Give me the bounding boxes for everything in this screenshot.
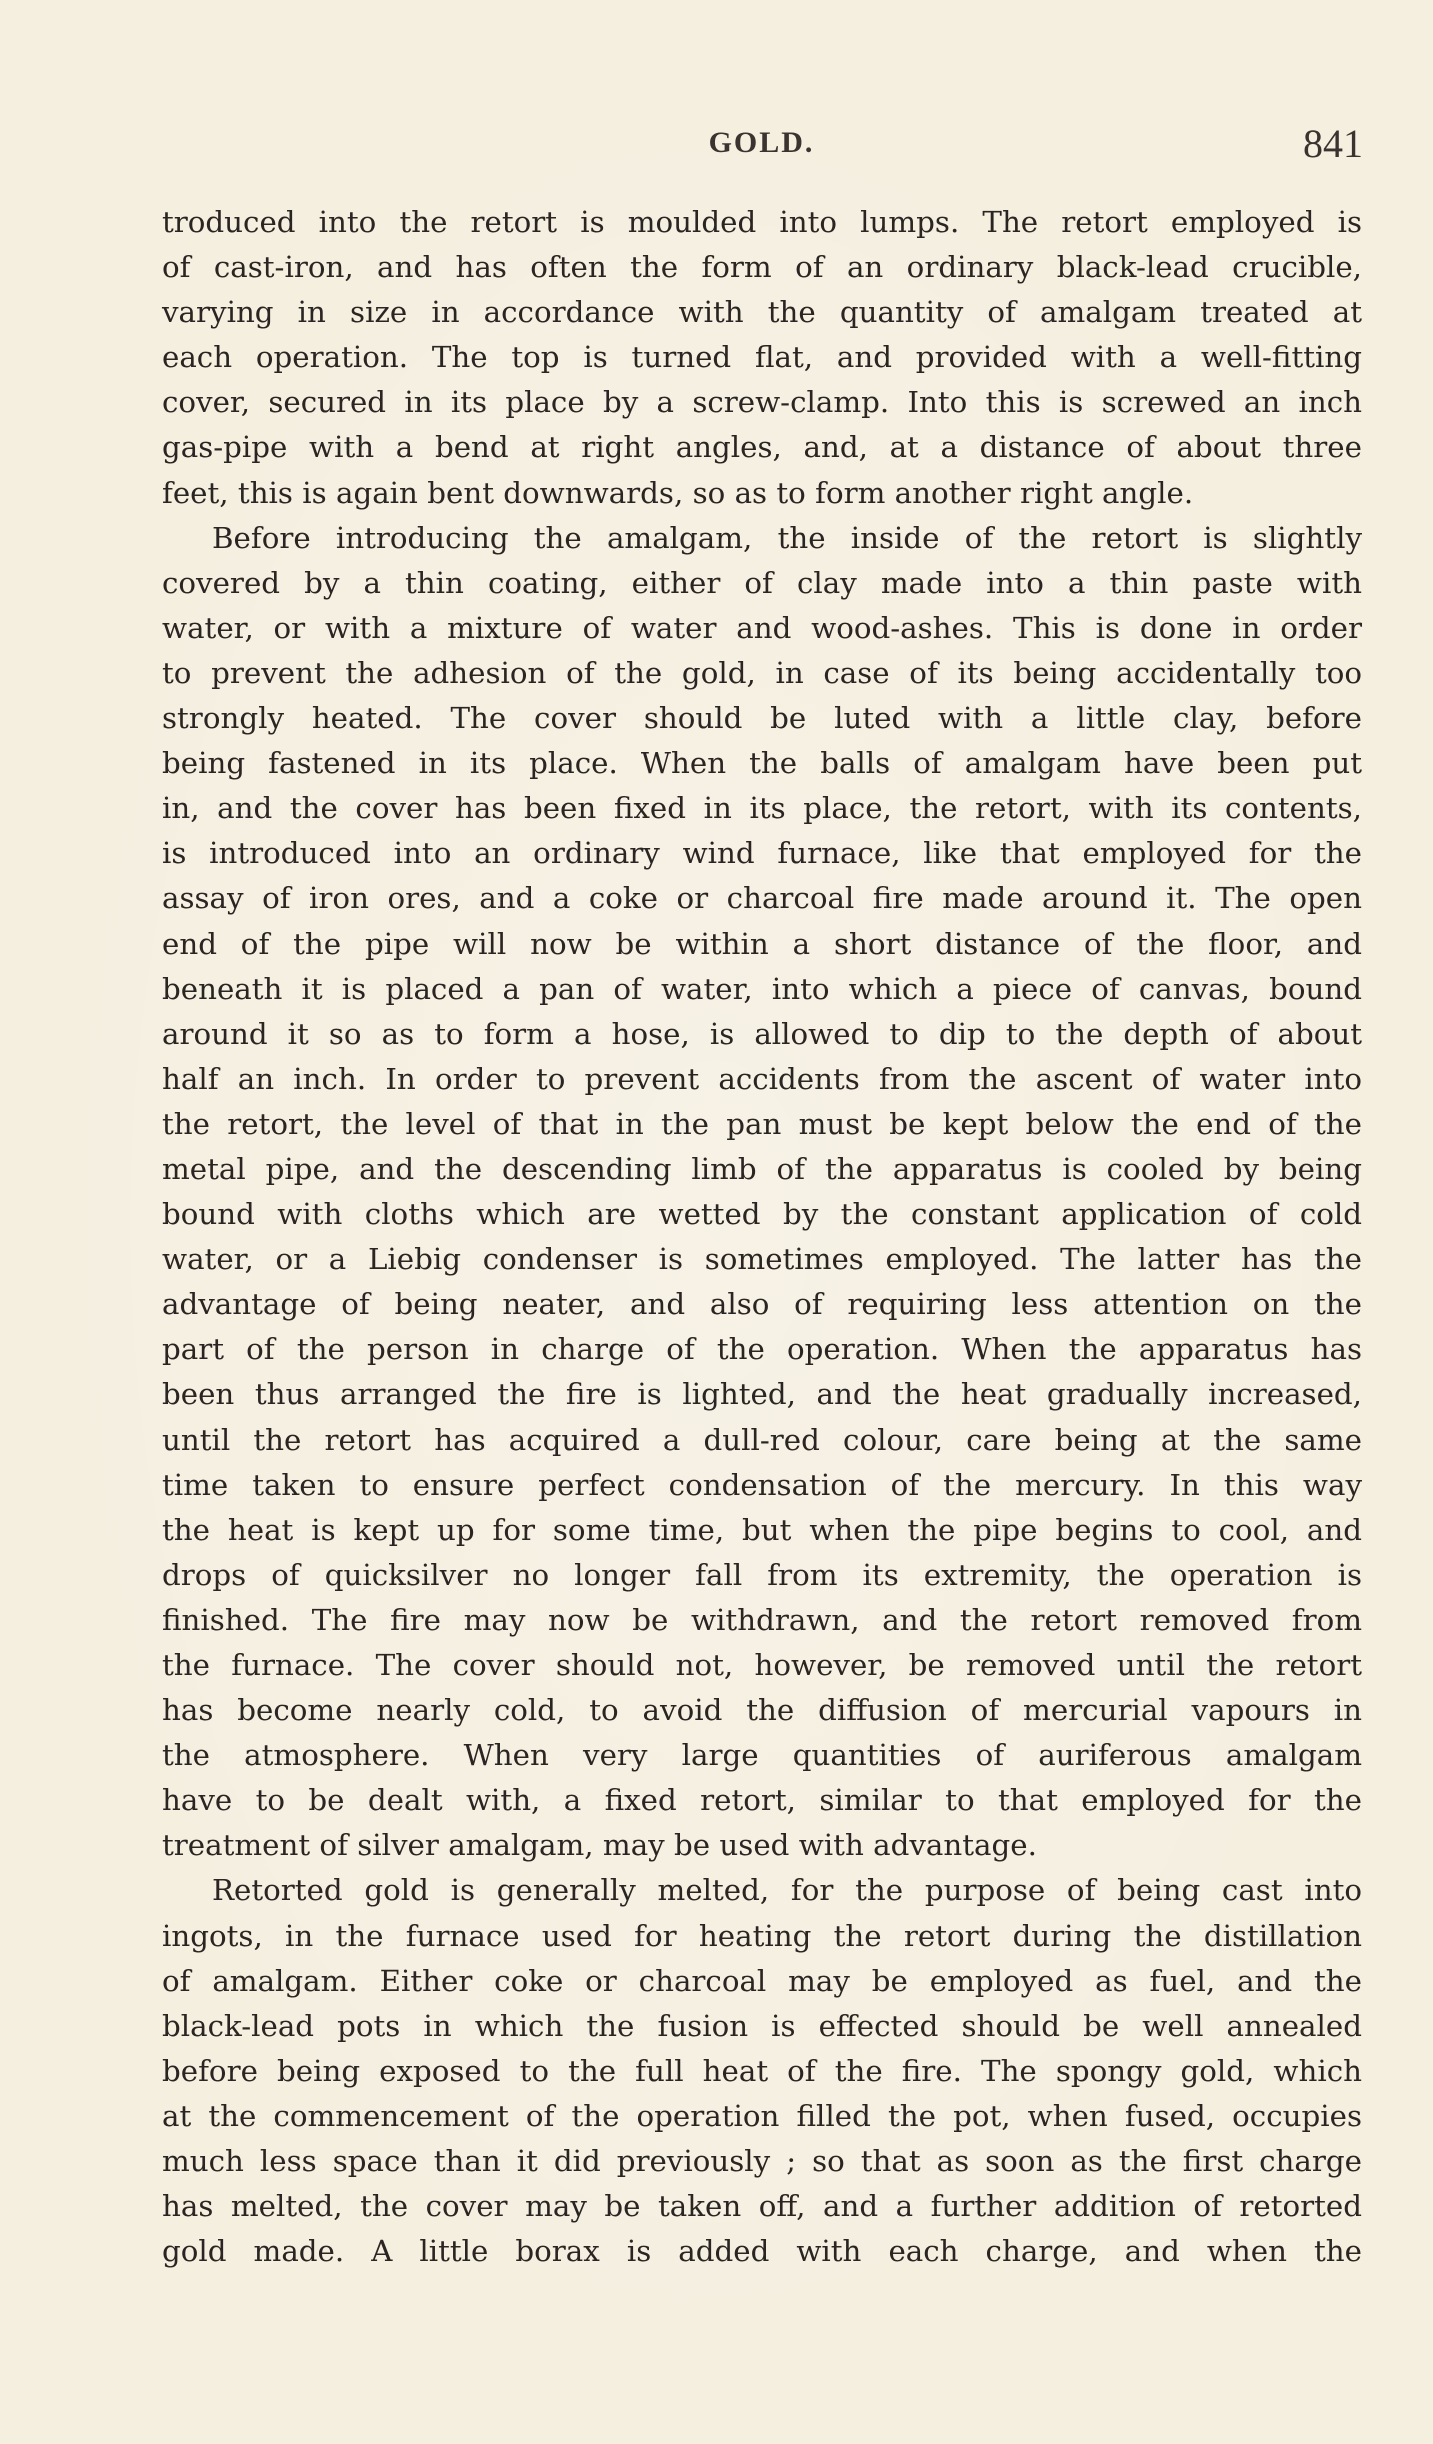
text-line: water, or a Liebig condenser is sometimes employed. The latter has the <box>162 1242 1362 1277</box>
text-line: feet, this is again bent downwards, so as to form another right angle. <box>162 475 1194 510</box>
text-line: at the commencement of the operation filled the pot, when fused, occupies <box>162 2098 1362 2133</box>
text-line: been thus arranged the fire is lighted, and the heat gradually increased, <box>162 1377 1362 1412</box>
text-line: Before introducing the amalgam, the inside of the retort is slightly <box>212 520 1362 555</box>
text-line: being fastened in its place. When the balls of amalgam have been put <box>162 746 1362 781</box>
body-text <box>162 200 1362 2274</box>
text-line: bound with cloths which are wetted by the constant application of cold <box>162 1197 1362 1232</box>
text-line: cover, secured in its place by a screw-clamp. Into this is screwed an inch <box>162 385 1362 420</box>
text-line: much less space than it did previously ; so that as soon as the first charge <box>162 2144 1362 2179</box>
text-line: in, and the cover has been fixed in its place, the retort, with its contents, <box>162 791 1362 826</box>
text-line: finished. The fire may now be withdrawn, and the retort removed from <box>162 1602 1362 1637</box>
text-line: have to be dealt with, a fixed retort, similar to that employed for the <box>162 1783 1362 1818</box>
text-line: strongly heated. The cover should be luted with a little clay, before <box>162 701 1362 736</box>
paragraph <box>162 200 1362 516</box>
text-line: part of the person in charge of the operation. When the apparatus has <box>162 1332 1362 1367</box>
text-line: advantage of being neater, and also of requiring less attention on the <box>162 1287 1362 1322</box>
text-line: of cast-iron, and has often the form of an ordinary black-lead crucible, <box>162 250 1362 285</box>
text-line: gold made. A little borax is added with each charge, and when the <box>162 2234 1362 2269</box>
text-line: Retorted gold is generally melted, for the purpose of being cast into <box>212 1873 1362 1908</box>
text-line: black-lead pots in which the fusion is effected should be well annealed <box>162 2008 1362 2043</box>
text-line: assay of iron ores, and a coke or charcoal fire made around it. The open <box>162 881 1362 916</box>
text-line: the heat is kept up for some time, but when the pipe begins to cool, and <box>162 1512 1362 1547</box>
text-line: half an inch. In order to prevent accidents from the ascent of water into <box>162 1061 1362 1096</box>
text-line: has become nearly cold, to avoid the diffusion of mercurial vapours in <box>162 1693 1362 1728</box>
text-line: beneath it is placed a pan of water, into which a piece of canvas, bound <box>162 971 1362 1006</box>
running-title: GOLD. <box>708 126 815 159</box>
text-line: the furnace. The cover should not, however, be removed until the retort <box>162 1648 1362 1682</box>
paragraph <box>162 516 1362 1869</box>
text-line: around it so as to form a hose, is allowed to dip to the depth of about <box>162 1016 1362 1051</box>
paragraph <box>162 1868 1362 2274</box>
text-line: drops of quicksilver no longer fall from its extremity, the operation is <box>162 1557 1362 1592</box>
text-line: ingots, in the furnace used for heating the retort during the distillation <box>162 1918 1362 1953</box>
text-line: until the retort has acquired a dull-red colour, care being at the same <box>162 1422 1362 1457</box>
text-line: each operation. The top is turned flat, and provided with a well-fitting <box>162 340 1362 375</box>
text-line: covered by a thin coating, either of clay made into a thin paste with <box>162 565 1362 600</box>
text-line: varying in size in accordance with the quantity of amalgam treated at <box>162 295 1362 330</box>
text-line: is introduced into an ordinary wind furnace, like that employed for the <box>162 836 1362 871</box>
text-line: metal pipe, and the descending limb of the apparatus is cooled by being <box>162 1151 1362 1186</box>
text-line: gas-pipe with a bend at right angles, and, at a distance of about three <box>162 430 1362 465</box>
text-line: time taken to ensure perfect condensation of the mercury. In this way <box>162 1467 1362 1502</box>
text-line: the atmosphere. When very large quantities of auriferous amalgam <box>162 1738 1362 1773</box>
text-line: has melted, the cover may be taken off, and a further addition of retorted <box>162 2189 1362 2224</box>
text-line: of amalgam. Either coke or charcoal may be employed as fuel, and the <box>162 1963 1362 1998</box>
text-line: treatment of silver amalgam, may be used with advantage. <box>162 1828 1037 1863</box>
text-line: end of the pipe will now be within a short distance of the floor, and <box>162 926 1362 961</box>
page-number: 841 <box>1303 121 1363 166</box>
text-line: before being exposed to the full heat of the fire. The spongy gold, which <box>162 2053 1362 2088</box>
running-head <box>160 120 1363 180</box>
text-line: water, or with a mixture of water and wood-ashes. This is done in order <box>162 610 1362 645</box>
text-line: troduced into the retort is moulded into lumps. The retort employed is <box>162 205 1362 239</box>
text-line: to prevent the adhesion of the gold, in case of its being accidentally too <box>162 655 1362 690</box>
text-line: the retort, the level of that in the pan must be kept below the end of the <box>162 1106 1362 1141</box>
